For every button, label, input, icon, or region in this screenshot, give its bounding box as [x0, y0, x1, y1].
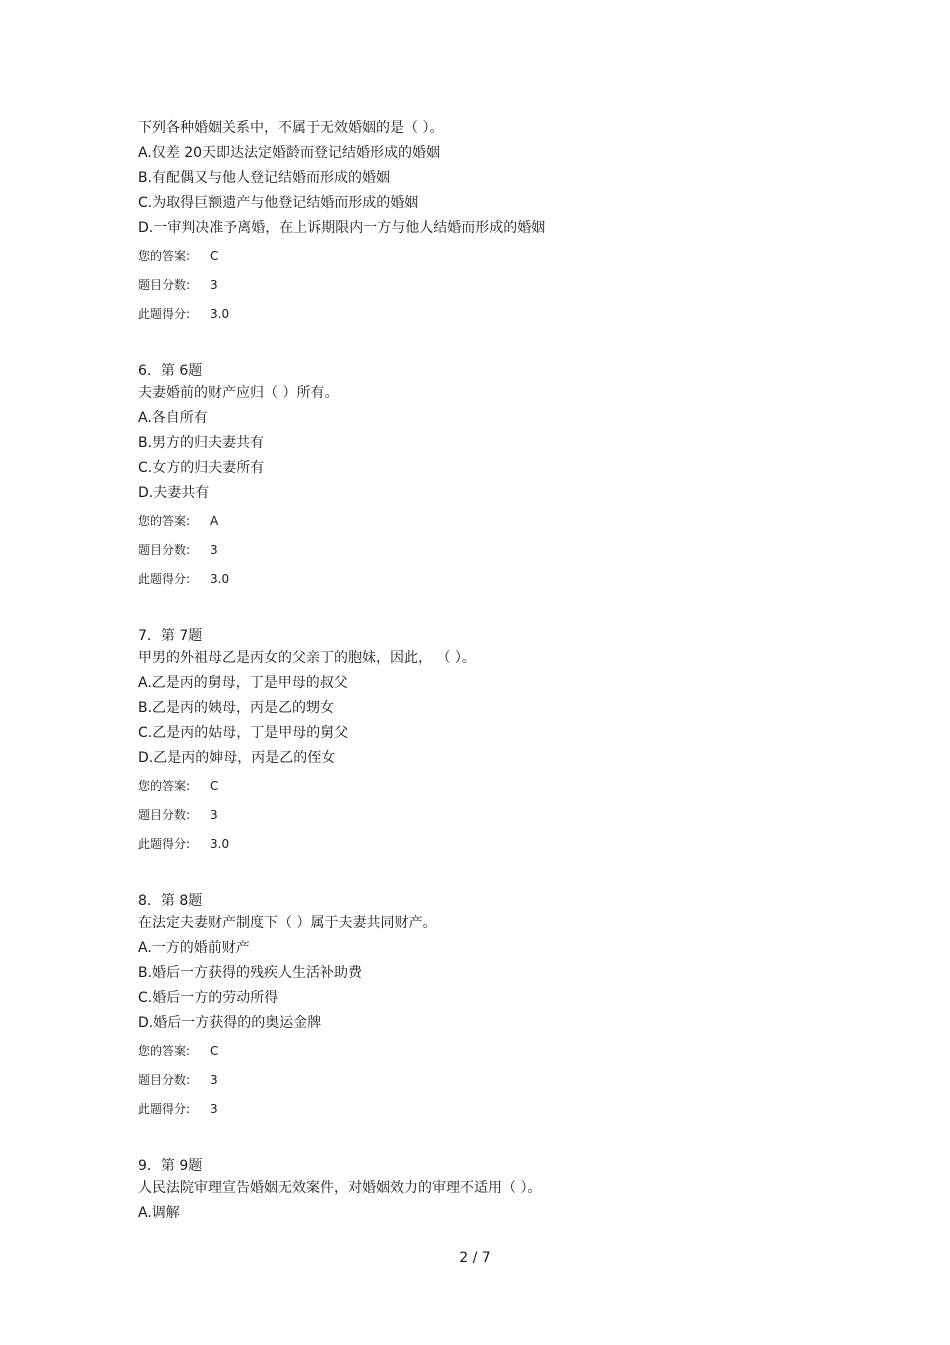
option-d: D.夫妻共有 — [138, 485, 210, 501]
question-5 — [138, 117, 838, 333]
question-list — [138, 117, 838, 1227]
question-score-value: 3 — [210, 278, 218, 292]
earned-score-value: 3 — [210, 1102, 218, 1116]
your-answer-row — [138, 1041, 838, 1070]
question-score-label: 题目分数: — [138, 278, 191, 292]
option-b: B.婚后一方获得的残疾人生活补助费 — [138, 965, 363, 981]
your-answer-value: A — [210, 514, 219, 528]
question-7 — [138, 625, 838, 863]
question-score-row — [138, 805, 838, 834]
your-answer-row — [138, 511, 838, 540]
question-score-row — [138, 540, 838, 569]
question-score-value: 3 — [210, 808, 218, 822]
earned-score-value: 3.0 — [210, 837, 230, 851]
question-8 — [138, 890, 838, 1128]
your-answer-value: C — [210, 249, 219, 263]
option-c: C.乙是丙的姑母，丁是甲母的舅父 — [138, 725, 349, 741]
question-title: 7．第 7题 — [138, 628, 203, 644]
question-title: 8．第 8题 — [138, 893, 203, 909]
option-d: D.乙是丙的婶母，丙是乙的侄女 — [138, 750, 336, 766]
question-score-row — [138, 275, 838, 304]
earned-score-value: 3.0 — [210, 572, 230, 586]
question-stem: 人民法院审理宣告婚姻无效案件，对婚姻效力的审理不适用（ ）。 — [138, 1180, 542, 1196]
option-a: A.调解 — [138, 1205, 180, 1221]
question-stem: 甲男的外祖母乙是丙女的父亲丁的胞妹，因此， （ ）。 — [138, 650, 476, 666]
question-score-value: 3 — [210, 1073, 218, 1087]
option-a: A.仅差 20天即达法定婚龄而登记结婚形成的婚姻 — [138, 145, 441, 161]
option-c: C.婚后一方的劳动所得 — [138, 990, 279, 1006]
earned-score-row — [138, 569, 838, 598]
option-c: C.为取得巨额遗产与他登记结婚而形成的婚姻 — [138, 195, 419, 211]
option-d: D.婚后一方获得的的奥运金牌 — [138, 1015, 322, 1031]
your-answer-label: 您的答案: — [138, 514, 191, 528]
question-stem: 夫妻婚前的财产应归（ ）所有。 — [138, 385, 339, 401]
your-answer-value: C — [210, 779, 219, 793]
option-b: B.有配偶又与他人登记结婚而形成的婚姻 — [138, 170, 391, 186]
question-title: 6．第 6题 — [138, 363, 203, 379]
earned-score-row — [138, 304, 838, 333]
option-a: A.乙是丙的舅母，丁是甲母的叔父 — [138, 675, 348, 691]
earned-score-label: 此题得分: — [138, 572, 191, 586]
question-score-label: 题目分数: — [138, 1073, 191, 1087]
question-score-label: 题目分数: — [138, 543, 191, 557]
question-score-row — [138, 1070, 838, 1099]
question-score-value: 3 — [210, 543, 218, 557]
option-c: C.女方的归夫妻所有 — [138, 460, 265, 476]
earned-score-label: 此题得分: — [138, 1102, 191, 1116]
earned-score-row — [138, 1099, 838, 1128]
page-number: 2 / 7 — [459, 1250, 491, 1266]
option-d: D.一审判决准予离婚，在上诉期限内一方与他人结婚而形成的婚姻 — [138, 220, 546, 236]
your-answer-value: C — [210, 1044, 219, 1058]
your-answer-label: 您的答案: — [138, 1044, 191, 1058]
your-answer-label: 您的答案: — [138, 249, 191, 263]
earned-score-label: 此题得分: — [138, 307, 191, 321]
earned-score-label: 此题得分: — [138, 837, 191, 851]
question-6 — [138, 360, 838, 598]
question-score-label: 题目分数: — [138, 808, 191, 822]
option-b: B.男方的归夫妻共有 — [138, 435, 265, 451]
your-answer-row — [138, 776, 838, 805]
question-stem: 在法定夫妻财产制度下（ ）属于夫妻共同财产。 — [138, 915, 437, 931]
question-title: 9．第 9题 — [138, 1158, 203, 1174]
question-9 — [138, 1155, 838, 1227]
option-b: B.乙是丙的姨母，丙是乙的甥女 — [138, 700, 335, 716]
option-a: A.一方的婚前财产 — [138, 940, 250, 956]
question-stem: 下列各种婚姻关系中，不属于无效婚姻的是（ ）。 — [138, 120, 444, 136]
your-answer-label: 您的答案: — [138, 779, 191, 793]
your-answer-row — [138, 246, 838, 275]
earned-score-value: 3.0 — [210, 307, 230, 321]
option-a: A.各自所有 — [138, 410, 208, 426]
earned-score-row — [138, 834, 838, 863]
